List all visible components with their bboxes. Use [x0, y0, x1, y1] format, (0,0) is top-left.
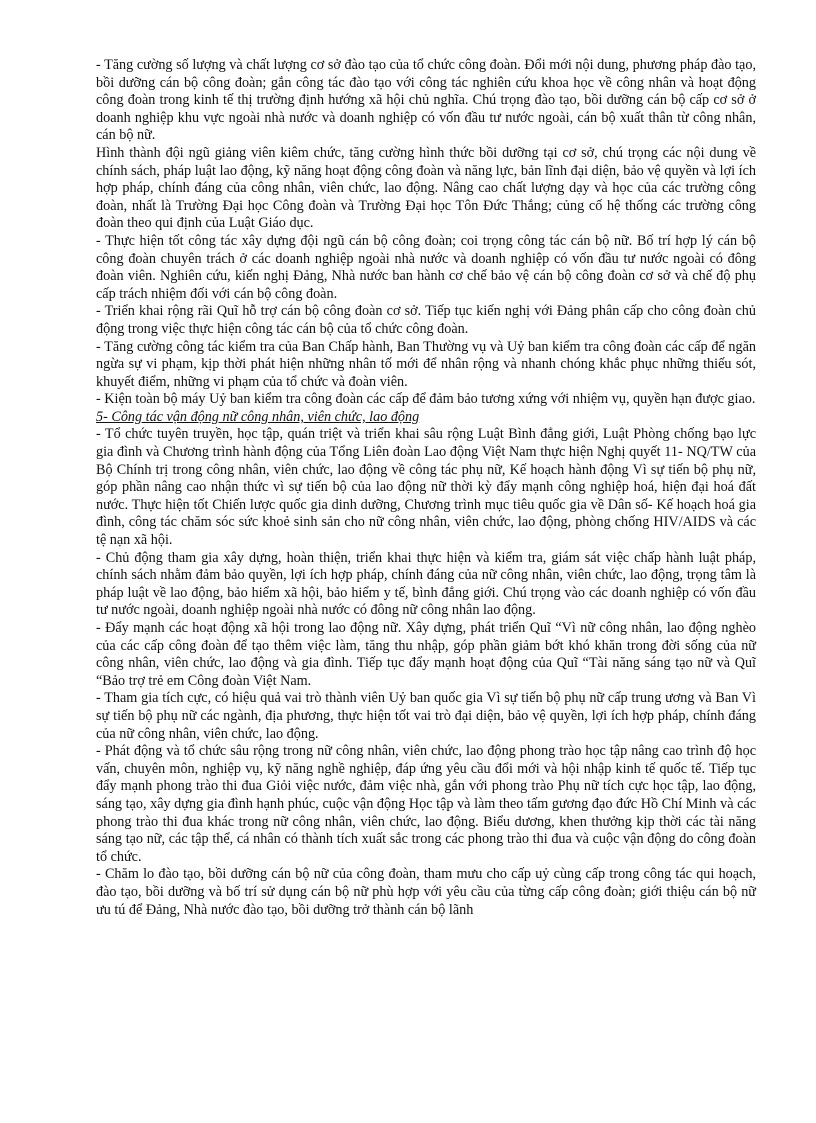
paragraph-female-cadres: - Chăm lo đào tạo, bồi dưỡng cán bộ nữ của công đoàn, tham mưu cho cấp uỷ cùng cấp trong công tác qui hoạch, đào tạo, bồi dưỡng và bố trí sử dụng cán bộ nữ phù hợp với yêu cầu của từng cấp công đoàn; giới thiệu cán bộ nữ ưu tú để Đảng, Nhà nước đào tạo, bồi dưỡng trở thành cán bộ lãnh [96, 866, 756, 918]
paragraph-support-fund: - Triển khai rộng rãi Quĩ hỗ trợ cán bộ công đoàn cơ sở. Tiếp tục kiến nghị với Đảng phân cấp cho công đoàn chủ động trong việc thực hiện công tác cán bộ của tổ chức công đoàn. [96, 303, 756, 337]
paragraph-lecturers: Hình thành đội ngũ giảng viên kiêm chức, tăng cường hình thức bồi dưỡng tại cơ sở, chú trọng các nội dung về chính sách, pháp luật lao động, kỹ năng hoạt động công đoàn và năng lực, bản lĩnh đại diện, bảo vệ quyền và lợi ích hợp pháp, chính đáng của công nhân, viên chức, lao động. Nâng cao chất lượng dạy và học của các trường công đoàn, nhất là Trường Đại học Công đoàn và Trường Đại học Tôn Đức Thắng; củng cố hệ thống các trường công đoàn theo qui định của Luật Giáo dục. [96, 144, 756, 232]
section-heading: 5- Công tác vận động nữ công nhân, viên chức, lao động [96, 408, 420, 425]
paragraph-national-committee: - Tham gia tích cực, có hiệu quả vai trò thành viên Uỷ ban quốc gia Vì sự tiến bộ phụ nữ cấp trung ương và Ban Vì sự tiến bộ phụ nữ các ngành, địa phương, thực hiện tốt vai trò đại diện, bảo vệ quyền, lợi ích hợp pháp, chính đáng của nữ công nhân, viên chức, lao động. [96, 690, 756, 742]
paragraph-social-activities: - Đẩy mạnh các hoạt động xã hội trong lao động nữ. Xây dựng, phát triển Quĩ “Vì nữ công nhân, lao động nghèo của các cấp công đoàn để tạo thêm việc làm, tăng thu nhập, góp phần giảm bớt khó khăn trong đời sống của nữ công nhân, viên chức, lao động và gia đình. Tiếp tục đẩy mạnh hoạt động của Quĩ “Tài năng sáng tạo nữ và Quĩ “Bảo trợ trẻ em Công đoàn Việt Nam. [96, 620, 756, 689]
paragraph-inspection-committee: - Kiện toàn bộ máy Uỷ ban kiểm tra công đoàn các cấp để đảm bảo tương xứng với nhiệm vụ, quyền hạn được giao. [96, 391, 756, 408]
paragraph-inspection: - Tăng cường công tác kiểm tra của Ban Chấp hành, Ban Thường vụ và Uỷ ban kiểm tra công đoàn các cấp để ngăn ngừa sự vi phạm, kịp thời phát hiện những nhân tố mới để nhân rộng và nhanh chóng khắc phục những thiếu sót, khuyết điểm, những vi phạm của tổ chức và đoàn viên. [96, 338, 756, 390]
paragraph-propaganda: - Tổ chức tuyên truyền, học tập, quán triệt và triển khai sâu rộng Luật Bình đẳng giới, Luật Phòng chống bạo lực gia đình và Chương trình hành động của Tổng Liên đoàn Lao động Việt Nam thực hiện Nghị quyết 11- NQ/TW của Bộ Chính trị trong công nhân, viên chức, lao động về công tác phụ nữ, Kế hoạch hành động Vì sự tiến bộ phụ nữ, góp phần nâng cao nhận thức vì sự tiến bộ của lao động nữ thời kỳ đẩy mạnh công nghiệp hoá, hiện đại hoá đất nước. Thực hiện tốt Chiến lược quốc gia dinh dưỡng, Chương trình mục tiêu quốc gia về Dân số- Kế hoạch hoá gia đình, công tác chăm sóc sức khoẻ sinh sản cho nữ công nhân, viên chức, lao động, phòng chống HIV/AIDS và các tệ nạn xã hội. [96, 426, 756, 549]
paragraph-emulation-movement: - Phát động và tổ chức sâu rộng trong nữ công nhân, viên chức, lao động phong trào học tập nâng cao trình độ học vấn, chuyên môn, nghiệp vụ, kỹ năng nghề nghiệp, đáp ứng yêu cầu đổi mới và hội nhập kinh tế quốc tế. Tiếp tục đẩy mạnh phong trào thi đua Giỏi việc nước, đảm việc nhà, gắn với phong trào Phụ nữ tích cực học tập, lao động, sáng tạo, xây dựng gia đình hạnh phúc, cuộc vận động Học tập và làm theo tấm gương đạo đức Hồ Chí Minh và các phong trào thi đua khác trong nữ công nhân, viên chức, lao động. Biểu dương, khen thưởng kịp thời các tài năng sáng tạo nữ, các tập thể, cá nhân có thành tích xuất sắc trong các phong trào thi đua và cuộc vận động do công đoàn tổ chức. [96, 743, 756, 865]
paragraph-training-facilities: - Tăng cường số lượng và chất lượng cơ sở đào tạo của tổ chức công đoàn. Đổi mới nội dung, phương pháp đào tạo, bồi dưỡng cán bộ công đoàn; gắn công tác đào tạo với công tác nghiên cứu khoa học về công nhân và hoạt động công đoàn trong kinh tế thị trường định hướng xã hội chủ nghĩa. Chú trọng đào tạo, bồi dưỡng cán bộ cấp cơ sở ở doanh nghiệp khu vực ngoài nhà nước và doanh nghiệp có vốn đầu tư nước ngoài, cán bộ xuất thân từ công nhân, cán bộ nữ. [96, 57, 756, 144]
document-page [96, 57, 756, 919]
paragraph-staff-building: - Thực hiện tốt công tác xây dựng đội ngũ cán bộ công đoàn; coi trọng công tác cán bộ nữ. Bố trí hợp lý cán bộ công đoàn chuyên trách ở các doanh nghiệp ngoài nhà nước và doanh nghiệp có vốn đầu tư nước ngoài có đông đoàn viên. Nghiên cứu, kiến nghị Đảng, Nhà nước ban hành cơ chế bảo vệ cán bộ công đoàn cơ sở và chế độ phụ cấp trách nhiệm đối với cán bộ công đoàn. [96, 232, 756, 302]
paragraph-law-participation: - Chủ động tham gia xây dựng, hoàn thiện, triển khai thực hiện và kiểm tra, giám sát việc chấp hành luật pháp, chính sách nhằm đảm bảo quyền, lợi ích hợp pháp, chính đáng của nữ công nhân, viên chức, lao động, trọng tâm là pháp luật về lao động, bảo hiểm xã hội, bảo hiểm y tế, bình đẳng giới. Chú trọng vào các doanh nghiệp có vốn đầu tư nước ngoài, doanh nghiệp ngoài nhà nước có đông nữ công nhân lao động. [96, 549, 756, 619]
